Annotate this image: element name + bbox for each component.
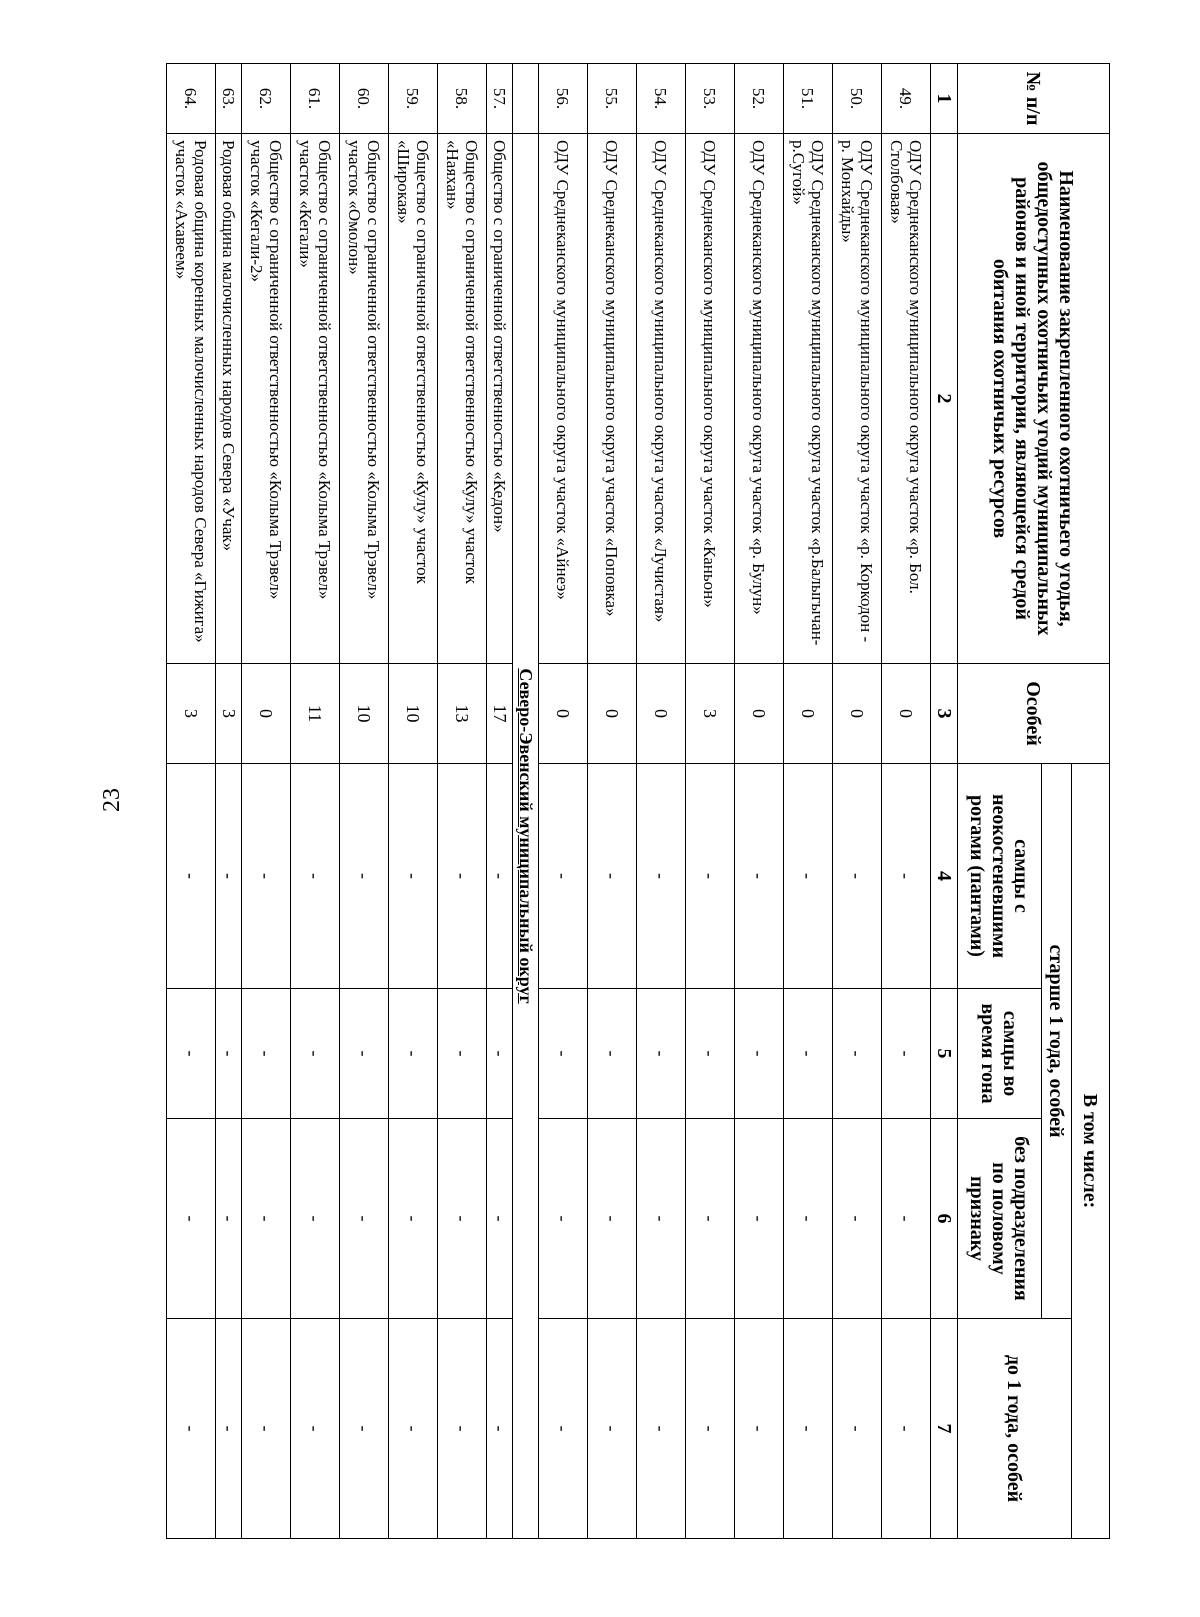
col-number: 5 <box>931 989 958 1119</box>
table-row <box>735 64 784 1539</box>
row-c6: - <box>637 1119 686 1319</box>
row-c7: - <box>291 1319 340 1539</box>
rotated-table-container <box>150 63 1110 1538</box>
col-number: 4 <box>931 764 958 989</box>
row-number: 58. <box>438 64 487 134</box>
row-c4: - <box>637 764 686 989</box>
row-name: Общество с ограниченной ответственностью «Колыма Трэвел» участок «Кегали-2» <box>242 134 291 664</box>
row-c5: - <box>539 989 588 1119</box>
header-name: Наименование закрепленного охотничьего угодья, общедоступных охотничьих угодий муниципальных районов и иной территории, являющейся средой обитания охотничьих ресурсов <box>958 134 1110 664</box>
row-total: 0 <box>242 664 291 764</box>
header-c4: самцы с неокостеневшими рогами (пантами) <box>958 764 1042 989</box>
table-row <box>882 64 931 1539</box>
row-c7: - <box>539 1319 588 1539</box>
row-c6: - <box>340 1119 389 1319</box>
row-c5: - <box>216 989 242 1119</box>
row-c4: - <box>242 764 291 989</box>
row-c4: - <box>340 764 389 989</box>
row-number: 54. <box>637 64 686 134</box>
row-name: Общество с ограниченной ответственностью «Кулу» участок «Наяхан» <box>438 134 487 664</box>
row-c7: - <box>340 1319 389 1539</box>
row-c5: - <box>686 989 735 1119</box>
row-name: ОДУ Среднеканского муниципального округа участок «Айнеэ» <box>539 134 588 664</box>
row-c7: - <box>438 1319 487 1539</box>
row-number: 53. <box>686 64 735 134</box>
row-c7: - <box>784 1319 833 1539</box>
row-total: 0 <box>588 664 637 764</box>
row-total: 0 <box>882 664 931 764</box>
row-total: 3 <box>686 664 735 764</box>
row-name: ОДУ Среднеканского муниципального округа участок «р.Балыгычан-р.Сугой» <box>784 134 833 664</box>
row-total: 3 <box>216 664 242 764</box>
row-total: 0 <box>637 664 686 764</box>
row-number: 57. <box>487 64 513 134</box>
row-number: 49. <box>882 64 931 134</box>
row-c5: - <box>242 989 291 1119</box>
row-c7: - <box>216 1319 242 1539</box>
row-c6: - <box>784 1119 833 1319</box>
row-c7: - <box>242 1319 291 1539</box>
game-count-table <box>166 63 1110 1539</box>
row-c5: - <box>389 989 438 1119</box>
col-number: 1 <box>931 64 958 134</box>
row-c4: - <box>389 764 438 989</box>
row-c5: - <box>438 989 487 1119</box>
table-row <box>588 64 637 1539</box>
row-c4: - <box>216 764 242 989</box>
row-c4: - <box>588 764 637 989</box>
row-c5: - <box>291 989 340 1119</box>
row-name: Общество с ограниченной ответственностью «Колыма Трэвел» участок «Омолон» <box>340 134 389 664</box>
col-number: 6 <box>931 1119 958 1319</box>
row-name: Общество с ограниченной ответственностью «Колыма Трэвел» участок «Кегали» <box>291 134 340 664</box>
row-c4: - <box>735 764 784 989</box>
row-name: Общество с ограниченной ответственностью «Кедон» <box>487 134 513 664</box>
row-c7: - <box>588 1319 637 1539</box>
row-c6: - <box>833 1119 882 1319</box>
section-row <box>513 64 539 1539</box>
table-row <box>216 64 242 1539</box>
row-c5: - <box>340 989 389 1119</box>
row-number: 63. <box>216 64 242 134</box>
row-name: Родовая община малочисленных народов Севера «Учак» <box>216 134 242 664</box>
row-number: 51. <box>784 64 833 134</box>
row-c5: - <box>784 989 833 1119</box>
row-total: 17 <box>487 664 513 764</box>
table-row <box>242 64 291 1539</box>
row-c6: - <box>242 1119 291 1319</box>
row-c4: - <box>686 764 735 989</box>
row-c5: - <box>637 989 686 1119</box>
row-c7: - <box>686 1319 735 1539</box>
row-c5: - <box>167 989 216 1119</box>
table-row <box>340 64 389 1539</box>
row-total: 13 <box>438 664 487 764</box>
row-c7: - <box>735 1319 784 1539</box>
row-c6: - <box>539 1119 588 1319</box>
col-number: 2 <box>931 134 958 664</box>
row-c6: - <box>735 1119 784 1319</box>
section-title: Северо-Эвенский муниципальный округ <box>513 134 539 1539</box>
row-total: 0 <box>784 664 833 764</box>
row-c6: - <box>291 1119 340 1319</box>
row-c4: - <box>784 764 833 989</box>
row-c4: - <box>438 764 487 989</box>
row-number: 64. <box>167 64 216 134</box>
table-row <box>686 64 735 1539</box>
header-c5: самцы во время гона <box>958 989 1042 1119</box>
row-total: 0 <box>539 664 588 764</box>
row-c7: - <box>487 1319 513 1539</box>
row-number: 50. <box>833 64 882 134</box>
col-number: 3 <box>931 664 958 764</box>
row-c4: - <box>167 764 216 989</box>
row-c5: - <box>487 989 513 1119</box>
row-c5: - <box>833 989 882 1119</box>
row-total: 11 <box>291 664 340 764</box>
row-c4: - <box>833 764 882 989</box>
row-name: ОДУ Среднеканского муниципального округа участок «р. Бол. Столбовая» <box>882 134 931 664</box>
row-total: 10 <box>389 664 438 764</box>
row-number: 55. <box>588 64 637 134</box>
table-row <box>438 64 487 1539</box>
row-c6: - <box>167 1119 216 1319</box>
row-c7: - <box>833 1319 882 1539</box>
row-name: Родовая община коренных малочисленных народов Севера «Гижига» участок «Ахавеем» <box>167 134 216 664</box>
row-c4: - <box>539 764 588 989</box>
row-total: 0 <box>735 664 784 764</box>
row-name: ОДУ Среднеканского муниципального округа участок «Каньон» <box>686 134 735 664</box>
table-row <box>833 64 882 1539</box>
row-total: 10 <box>340 664 389 764</box>
table-row <box>539 64 588 1539</box>
table-row <box>784 64 833 1539</box>
page-number: 23 <box>99 788 125 812</box>
row-number: 60. <box>340 64 389 134</box>
row-number: 56. <box>539 64 588 134</box>
row-total: 3 <box>167 664 216 764</box>
row-c7: - <box>389 1319 438 1539</box>
row-c6: - <box>438 1119 487 1319</box>
row-c6: - <box>588 1119 637 1319</box>
row-c4: - <box>291 764 340 989</box>
row-c6: - <box>686 1119 735 1319</box>
row-name: ОДУ Среднеканского муниципального округа участок «Поповка» <box>588 134 637 664</box>
header-older: старше 1 года, особей <box>1042 764 1072 1319</box>
header-c6: без подразделения по половому признаку <box>958 1119 1042 1319</box>
row-name: Общество с ограниченной ответственностью «Кулу» участок «Широкая» <box>389 134 438 664</box>
row-c6: - <box>389 1119 438 1319</box>
row-c7: - <box>882 1319 931 1539</box>
row-name: ОДУ Среднеканского муниципального округа участок «Лучистая» <box>637 134 686 664</box>
row-name: ОДУ Среднеканского муниципального округа участок «р. Булун» <box>735 134 784 664</box>
row-c4: - <box>882 764 931 989</box>
header-c7: до 1 года, особей <box>958 1319 1072 1539</box>
row-c6: - <box>216 1119 242 1319</box>
section-empty-cell <box>513 64 539 134</box>
header-incl: В том числе: <box>1072 764 1110 1539</box>
table-row <box>389 64 438 1539</box>
header-num: № п/п <box>958 64 1110 134</box>
row-total: 0 <box>833 664 882 764</box>
row-number: 62. <box>242 64 291 134</box>
row-c6: - <box>487 1119 513 1319</box>
row-c7: - <box>637 1319 686 1539</box>
row-c6: - <box>882 1119 931 1319</box>
row-c5: - <box>882 989 931 1119</box>
row-name: ОДУ Среднеканского муниципального округа участок «р. Коркодон - р. Монхайды» <box>833 134 882 664</box>
row-c4: - <box>487 764 513 989</box>
row-c5: - <box>735 989 784 1119</box>
header-total: Особей <box>958 664 1110 764</box>
table-row <box>637 64 686 1539</box>
table-row <box>487 64 513 1539</box>
row-number: 61. <box>291 64 340 134</box>
table-row <box>291 64 340 1539</box>
col-number: 7 <box>931 1319 958 1539</box>
row-c7: - <box>167 1319 216 1539</box>
row-c5: - <box>588 989 637 1119</box>
row-number: 52. <box>735 64 784 134</box>
table-row <box>167 64 216 1539</box>
row-number: 59. <box>389 64 438 134</box>
